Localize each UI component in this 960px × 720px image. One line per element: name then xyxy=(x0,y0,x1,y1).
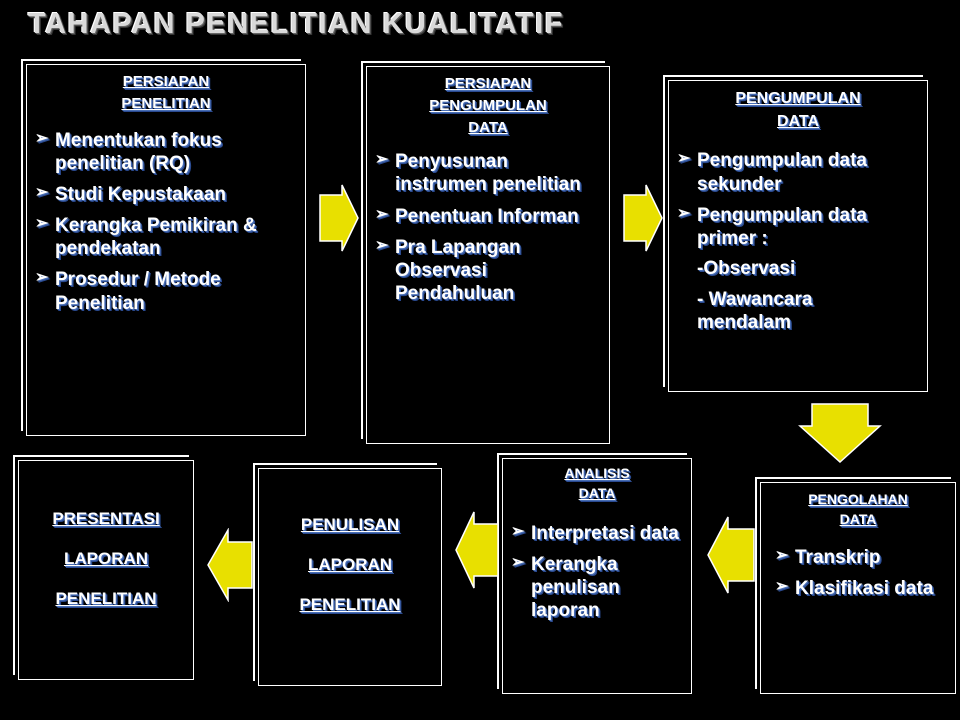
header-line: PENGUMPULAN xyxy=(735,90,861,107)
arrow-bullet-icon: ➢ xyxy=(35,182,49,201)
arrow-right-icon xyxy=(318,183,360,253)
list-item: ➢ Pra Lapangan Observasi Pendahuluan xyxy=(375,235,521,305)
label-line: LAPORAN xyxy=(63,549,149,568)
header-line: PENGOLAHAN xyxy=(808,491,908,507)
list-item: ➢ Kerangka penulisan laporan xyxy=(511,552,620,622)
header-line: PERSIAPAN xyxy=(444,75,532,92)
header-line: DATA xyxy=(776,113,820,131)
label-line: PENELITIAN xyxy=(55,589,157,608)
header-line: ANALISIS xyxy=(564,465,630,481)
sub-item: -Observasi xyxy=(697,258,796,280)
header-line: PENELITIAN xyxy=(121,94,211,112)
header-line: DATA xyxy=(578,485,616,502)
arrow-bullet-icon: ➢ xyxy=(677,203,691,222)
header-line: DATA xyxy=(839,511,877,528)
stage-header xyxy=(33,71,299,115)
arrow-down-icon xyxy=(798,402,882,464)
arrow-bullet-icon: ➢ xyxy=(511,521,525,540)
arrow-bullet-icon: ➢ xyxy=(375,204,389,223)
arrow-bullet-icon: ➢ xyxy=(375,150,389,169)
arrow-left-icon xyxy=(706,515,756,595)
arrow-left-icon xyxy=(206,528,254,602)
list-item: ➢ Studi Kepustakaan xyxy=(35,182,227,205)
arrow-bullet-icon: ➢ xyxy=(35,268,49,287)
list-item: ➢ Pengumpulan data sekunder xyxy=(677,149,867,195)
stage-label xyxy=(259,515,441,615)
list-item: ➢ Interpretasi data xyxy=(511,521,679,544)
list-item: ➢ Penentuan Informan xyxy=(375,204,579,227)
arrow-bullet-icon: ➢ xyxy=(375,235,389,254)
stage-pengumpulan-data xyxy=(668,80,928,392)
header-line: DATA xyxy=(468,118,508,136)
stage-header xyxy=(675,87,921,133)
list-item: ➢ Kerangka Pemikiran & pendekatan xyxy=(35,214,257,260)
arrow-bullet-icon: ➢ xyxy=(511,552,525,571)
label-line: LAPORAN xyxy=(307,555,393,574)
arrow-bullet-icon: ➢ xyxy=(35,214,49,233)
stage-penulisan-laporan xyxy=(258,468,442,686)
label-line: PRESENTASI xyxy=(52,509,160,528)
list-item: ➢ Menentukan fokus penelitian (RQ) xyxy=(35,128,222,174)
list-item: ➢ Pengumpulan data primer : xyxy=(677,203,867,249)
arrow-bullet-icon: ➢ xyxy=(677,149,691,168)
list-item: ➢ Transkrip xyxy=(775,545,881,568)
arrow-left-icon xyxy=(454,510,500,590)
arrow-bullet-icon: ➢ xyxy=(775,576,789,595)
stage-persiapan-penelitian xyxy=(26,64,306,436)
stage-label xyxy=(19,509,193,609)
stage-persiapan-pengumpulan-data xyxy=(366,66,610,444)
label-line: PENELITIAN xyxy=(299,595,401,614)
list-item: ➢ Penyusunan instrumen penelitian xyxy=(375,150,581,196)
list-item: ➢ Klasifikasi data xyxy=(775,576,934,599)
stage-presentasi-laporan xyxy=(18,460,194,680)
page-title: TAHAPAN PENELITIAN KUALITATIF xyxy=(28,8,564,40)
header-line: PERSIAPAN xyxy=(122,73,210,90)
stage-pengolahan-data xyxy=(760,482,956,694)
list-item: ➢ Prosedur / Metode Penelitian xyxy=(35,268,221,314)
stage-header xyxy=(509,463,685,504)
label-line: PENULISAN xyxy=(300,515,400,534)
header-line: PENGUMPULAN xyxy=(429,96,547,114)
arrow-bullet-icon: ➢ xyxy=(35,128,49,147)
sub-item: - Wawancara mendalam xyxy=(697,289,813,334)
arrow-right-icon xyxy=(622,183,664,253)
stage-header xyxy=(373,73,603,138)
stage-analisis-data xyxy=(502,458,692,694)
arrow-bullet-icon: ➢ xyxy=(775,545,789,564)
stage-header xyxy=(767,489,949,530)
